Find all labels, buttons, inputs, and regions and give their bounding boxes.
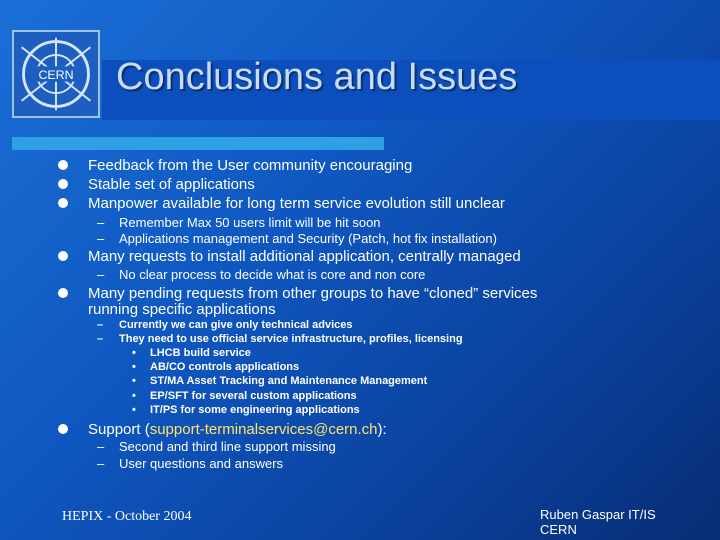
footer-author: Ruben Gaspar IT/IS CERN bbox=[540, 507, 656, 537]
bullet-icon bbox=[58, 160, 68, 170]
bullet-item: Many pending requests from other groups to have “cloned” services bbox=[88, 285, 537, 302]
bullet-icon bbox=[58, 251, 68, 261]
sub-sub-item: • EP/SFT for several custom applications bbox=[132, 390, 357, 402]
sub-item: – No clear process to decide what is core and non core bbox=[97, 267, 426, 282]
bullet-item: Many requests to install additional application, centrally managed bbox=[88, 248, 521, 265]
support-email-link[interactable]: support-terminalservices@cern.ch bbox=[149, 421, 378, 438]
footer-event: HEPIX - October 2004 bbox=[62, 509, 192, 524]
sub-item: – Currently we can give only technical advices bbox=[97, 319, 353, 331]
slide-title: Conclusions and Issues bbox=[116, 56, 518, 98]
sub-sub-item: • AB/CO controls applications bbox=[132, 361, 300, 373]
bullet-item: Feedback from the User community encouraging bbox=[88, 157, 412, 174]
bullet-item-continuation: running specific applications bbox=[88, 301, 276, 318]
sub-item: – Applications management and Security (Patch, hot fix installation) bbox=[97, 231, 497, 246]
bullet-item: Manpower available for long term service evolution still unclear bbox=[88, 195, 505, 212]
sub-item: – Remember Max 50 users limit will be hit soon bbox=[97, 215, 381, 230]
bullet-item: Support (support-terminalservices@cern.ch): bbox=[88, 421, 387, 438]
bullet-item: Stable set of applications bbox=[88, 176, 255, 193]
cern-logo bbox=[12, 30, 100, 118]
accent-bar bbox=[12, 137, 384, 150]
bullet-icon bbox=[58, 198, 68, 208]
bullet-icon bbox=[58, 288, 68, 298]
sub-sub-item: • LHCB build service bbox=[132, 347, 251, 359]
sub-item: – User questions and answers bbox=[97, 456, 284, 471]
sub-item: – They need to use official service infrastructure, profiles, licensing bbox=[97, 333, 463, 345]
sub-sub-item: • ST/MA Asset Tracking and Maintenance Management bbox=[132, 375, 428, 387]
sub-item: – Second and third line support missing bbox=[97, 439, 336, 454]
bullet-icon bbox=[58, 424, 68, 434]
sub-sub-item: • IT/PS for some engineering applications bbox=[132, 404, 360, 416]
bullet-icon bbox=[58, 179, 68, 189]
logo-text: CERN bbox=[38, 67, 74, 82]
